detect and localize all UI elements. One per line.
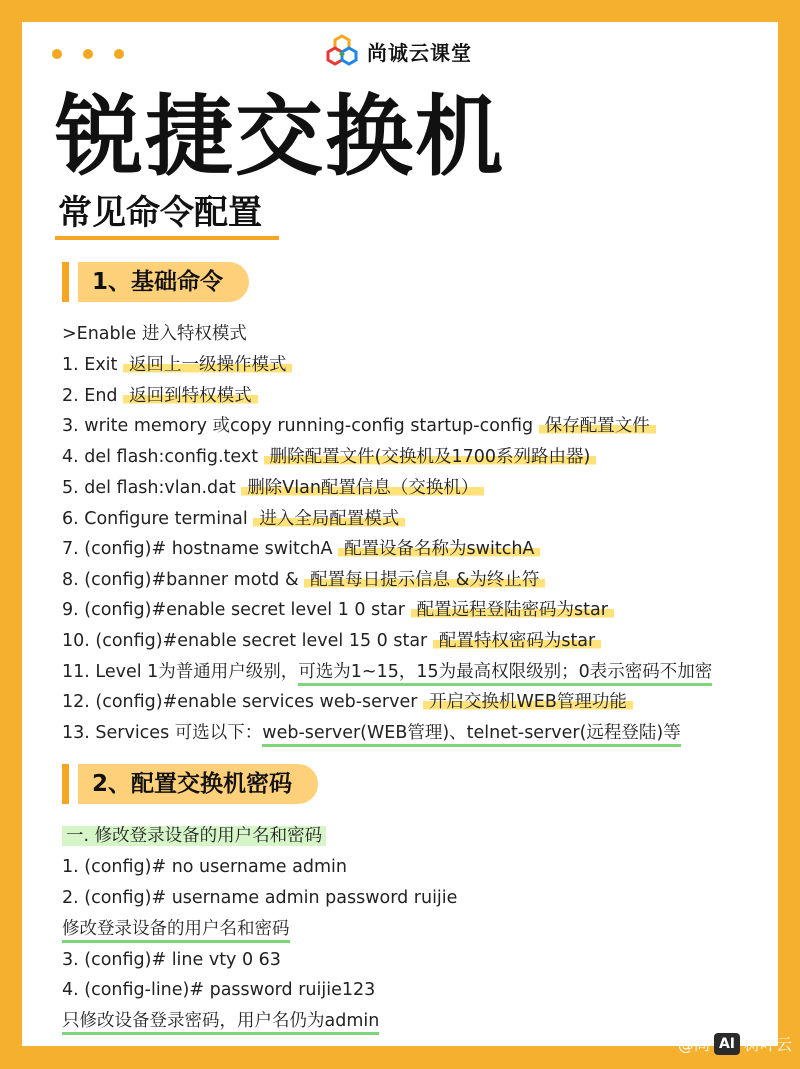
command-note: 配置设备名称为switchA <box>338 539 540 559</box>
command-line <box>62 885 457 911</box>
command-note: 进入全局配置模式 <box>253 509 405 529</box>
subtitle-underline <box>55 236 279 240</box>
command-text: 10. (config)#enable secret level 15 0 star <box>62 631 433 651</box>
command-line <box>62 597 614 623</box>
command-note: 删除Vlan配置信息（交换机） <box>241 478 484 498</box>
section-1-heading: 1、基础命令 <box>78 262 249 302</box>
section-1-header <box>62 262 249 302</box>
command-note: 配置特权密码为star <box>433 631 601 651</box>
command-text: 3. write memory 或copy running-config startup-config <box>62 416 539 436</box>
page-title: 锐捷交换机 <box>55 85 506 188</box>
command-line <box>62 475 484 501</box>
section-2-heading: 2、配置交换机密码 <box>78 764 318 804</box>
command-text: 4. (config-line)# password ruijie123 <box>62 980 376 1000</box>
command-text: 3. (config)# line vty 0 63 <box>62 950 281 970</box>
command-note: 配置远程登陆密码为star <box>411 600 614 620</box>
command-text: 7. (config)# hostname switchA <box>62 539 339 559</box>
section-1-bar <box>62 262 69 302</box>
command-line <box>62 823 326 849</box>
command-note: web-server(WEB管理)、telnet-server(远程登陆)等 <box>262 723 681 747</box>
command-text: 13. Services 可选以下： <box>62 723 263 743</box>
command-line <box>62 916 290 942</box>
decorative-dots <box>52 44 145 63</box>
command-text: 9. (config)#enable secret level 1 0 star <box>62 600 411 620</box>
command-note: 删除配置文件(交换机及1700系列路由器) <box>264 447 597 467</box>
command-line <box>62 567 545 593</box>
command-text: 12. (config)#enable services web-server <box>62 692 423 712</box>
command-note: 修改登录设备的用户名和密码 <box>62 919 290 943</box>
watermark <box>678 1032 792 1055</box>
command-text: 2. End <box>62 386 124 406</box>
command-text: 2. (config)# username admin password ruijie <box>62 888 458 908</box>
brand-name: 尚诚云课堂 <box>367 40 472 65</box>
command-line <box>62 720 681 746</box>
command-line <box>62 444 596 470</box>
command-text: 6. Configure terminal <box>62 509 254 529</box>
command-line <box>62 1008 379 1034</box>
command-line <box>62 321 247 347</box>
command-text: 4. del flash:config.text <box>62 447 264 467</box>
command-text: 1. Exit <box>62 355 123 375</box>
hexagon-logo-icon <box>325 34 359 68</box>
command-text: >Enable 进入特权模式 <box>62 324 247 344</box>
command-line <box>62 352 292 378</box>
command-text: 5. del flash:vlan.dat <box>62 478 242 498</box>
section-2-subheading: 一. 修改登录设备的用户名和密码 <box>62 826 326 846</box>
command-line <box>62 947 281 973</box>
command-line <box>62 689 633 715</box>
watermark-left-text: @尚 <box>677 1035 710 1054</box>
command-note: 返回到特权模式 <box>123 386 258 406</box>
watermark-right-text: 树叶云 <box>743 1035 792 1054</box>
command-line <box>62 413 656 439</box>
command-note: 开启交换机WEB管理功能 <box>423 692 633 712</box>
page-subtitle: 常见命令配置 <box>58 193 262 233</box>
command-line <box>62 536 540 562</box>
section-2-bar <box>62 764 69 804</box>
command-note: 可选为1~15，15为最高权限级别；0表示密码不加密 <box>298 662 712 686</box>
section-2-header <box>62 764 318 804</box>
command-note: 配置每日提示信息 &为终止符 <box>304 570 545 590</box>
ai-badge-icon: AI <box>714 1033 740 1055</box>
command-line <box>62 506 405 532</box>
command-text: 8. (config)#banner motd & <box>62 570 305 590</box>
command-text: 1. (config)# no username admin <box>62 857 347 877</box>
command-line <box>62 659 712 685</box>
command-line <box>62 854 347 880</box>
command-line <box>62 383 258 409</box>
command-note: 只修改设备登录密码，用户名仍为admin <box>62 1011 379 1035</box>
command-line <box>62 628 601 654</box>
command-note: 保存配置文件 <box>539 416 656 436</box>
command-note: 返回上一级操作模式 <box>123 355 293 375</box>
command-text: 11. Level 1为普通用户级别， <box>62 662 299 682</box>
command-line <box>62 977 375 1003</box>
brand-logo <box>325 34 472 68</box>
